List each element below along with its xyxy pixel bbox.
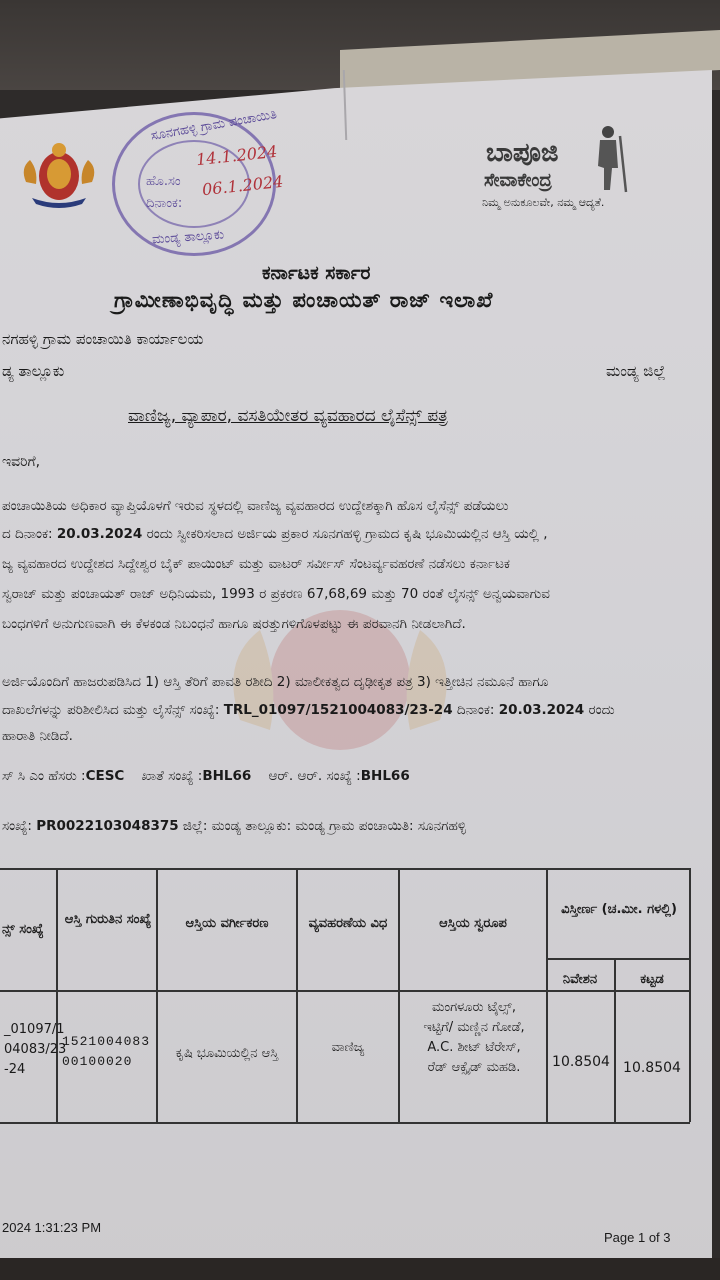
department-title: ಗ್ರಾಮೀಣಾಭಿವೃದ್ಧಿ ಮತ್ತು ಪಂಚಾಯತ್ ರಾಜ್ ಇಲಾಖೆ [114,288,494,312]
bapuji-title: ಬಾಪೂಜಿ [486,138,559,168]
table-col-divider-5 [546,868,548,1122]
table-border-top [0,868,690,870]
th-transaction-type: ವ್ಯವಹರಣೆಯ ವಿಧ [308,916,388,931]
th-license-no: ನ್ಸ್ ಸಂಖ್ಯೆ [2,922,44,937]
stamp-no-value: 14.1.2024 [195,141,279,170]
td-property-id: 1521004083 00100020 [62,1034,151,1069]
government-title: ಕರ್ನಾಟಕ ಸರ್ಕಾರ [262,262,371,284]
th-building: ಕಟ್ಟಡ [640,972,664,987]
th-site: ನಿವೇಶನ [562,972,598,987]
stamp-bottom-text: ಮಂಡ್ಯ ತಾಲ್ಲೂಕು [151,227,225,248]
table-border-bottom [0,1122,690,1124]
background-bottom [0,1258,720,1280]
para2-line2: ದಾಖಲೆಗಳನ್ನು ಪರಿಶೀಲಿಸಿದ ಮತ್ತು ಲೈಸೆನ್ಸ್ ಸಂಖ್ಯೆ: TRL_01097/1521004083/23-24 ದಿನಾಂಕ: 20.03.2024 ರಂದು [2,702,615,718]
td-classification: ಕೃಷಿ ಭೂಮಿಯಲ್ಲಿನ ಆಸ್ತಿ [175,1046,279,1061]
th-area: ವಿಸ್ತೀರ್ಣ (ಚ.ಮೀ. ಗಳಲ್ಲಿ) [561,902,677,917]
karnataka-emblem-icon [16,140,102,210]
para1-line4: ಸ್ವರಾಜ್ ಮತ್ತು ಪಂಚಾಯತ್ ರಾಜ್ ಅಧಿನಿಯಮ, 1993 ರ ಪ್ರಕರಣ 67,68,69 ಮತ್ತು 70 ರಂತೆ ಲೈಸನ್ಸ್ ಅನ್ವಯವಾಗುವ [2,586,550,602]
bapuji-tagline: ನಿಮ್ಮ ಅನುಕೂಲವೇ, ನಮ್ಮ ಆದ್ಯತೆ. [482,196,605,209]
th-classification: ಆಸ್ತಿಯ ವರ್ಗೀಕರಣ [185,916,269,931]
para1-line3: ಜ್ಯ ವ್ಯವಹಾರದ ಉದ್ದೇಶದ ಸಿದ್ದೇಶ್ವರ ಬೈಕ್ ಪಾಯಿಂಟ್ ಮತ್ತು ವಾಟರ್ ಸರ್ವೀಸ್ ಸೆಂಟರ್ವ್ಯವಹರಣೆ ನಡೆಸಲು ಕರ್ನಾಟಕ [2,556,511,572]
td-license-no: _01097/1 04083/23 -24 [4,1022,67,1077]
electricity-line: ಸ್ ಸಿ ಎಂ ಹೆಸರು :CESC ಖಾತೆ ಸಂಖ್ಯೆ :BHL66 ಆರ್. ಆರ್. ಸಂಖ್ಯೆ :BHL66 [2,768,410,784]
table-col-divider-3 [296,868,298,1122]
table-header-divider [0,990,690,992]
print-timestamp: 2024 1:31:23 PM [2,1220,102,1235]
stamp-top-text: ಸೂನಗಹಳ್ಳಿ ಗ್ರಾಮ ಪಂಚಾಯಿತಿ [149,107,278,144]
page-number: Page 1 of 3 [604,1230,671,1245]
td-transaction-type: ವಾಣಿಜ್ಯ [331,1040,365,1055]
para2-line3: ಹಾರಾತಿ ನೀಡಿದೆ. [2,728,73,744]
table-col-divider-2 [156,868,158,1122]
td-site-area: 10.8504 [552,1054,610,1070]
td-property-nature: ಮಂಗಳೂರು ಟೈಲ್ಸ್, ಇಟ್ಟಿಗೆ/ ಮಣ್ಣಿನ ಗೋಡೆ, A.C. ಶೀಟ್ ಟೆರೇಸ್, ರೆಡ್ ಆಕ್ಸೈಡ್ ಮಹಡಿ. [423,1000,525,1075]
table-col-divider-1 [56,868,58,1122]
stamp-no-label: ಹೊ.ಸಂ [146,174,181,189]
document-title: ವಾಣಿಜ್ಯ, ವ್ಯಾಪಾರ, ವಸತಿಯೇತರ ವ್ಯವಹಾರದ ಲೈಸೆನ್ಸ್ ಪತ್ರ [128,406,448,426]
salutation: ಇವರಿಗೆ, [2,454,41,470]
para2-line1: ಅರ್ಜಿಯೊಂದಿಗೆ ಹಾಜರುಪಡಿಸಿದ 1) ಆಸ್ತಿ ತೆರಿಗೆ ಪಾವತಿ ರಶೀದಿ 2) ಮಾಲೀಕತ್ವದ ದೃಢೀಕೃತ ಪತ್ರ 3) ಇತ್ತೀಚಿನ ನಮೂನೆ ಹಾಗೂ [2,674,549,690]
th-property-nature: ಆಸ್ತಿಯ ಸ್ವರೂಪ [439,916,507,931]
stamp-date-value: 06.1.2024 [201,171,285,200]
para1-line2: ದ ದಿನಾಂಕ: 20.03.2024 ರಂದು ಸ್ವೀಕರಿಸಲಾದ ಅರ್ಜಿಯ ಪ್ರಕಾರ ಸೂನಗಹಳ್ಳಿ ಗ್ರಾಮದ ಕೃಷಿ ಭೂಮಿಯಲ್ಲಿನ ಆಸ್ತಿ ಯಲ್ಲಿ , [2,526,548,542]
district-name: ಮಂಡ್ಯ ಜಿಲ್ಲೆ [606,362,666,380]
office-name: ನಗಹಳ್ಳಿ ಗ್ರಾಮ ಪಂಚಾಯಿತಿ ಕಾರ್ಯಾಲಯ [2,330,204,348]
property-line: ಸಂಖ್ಯೆ: PR0022103048375 ಜಿಲ್ಲೆ: ಮಂಡ್ಯ ತಾಲ್ಲೂಕು: ಮಂಡ್ಯ ಗ್ರಾಮ ಪಂಚಾಯಿತಿ: ಸೂನಗಹಳ್ಳಿ [2,818,467,834]
table-col-divider-4 [398,868,400,1122]
taluk-name: ಡ್ಯ ತಾಲ್ಲೂಕು [2,362,65,380]
gandhi-figure-icon [584,122,634,194]
stamp-date-label: ದಿನಾಂಕ: [146,196,183,211]
table-subheader-divider [546,958,690,960]
table-col-divider-7 [689,868,691,1122]
td-building-area: 10.8504 [623,1060,681,1076]
th-property-id: ಆಸ್ತಿ ಗುರುತಿನ ಸಂಖ್ಯೆ [64,912,152,927]
para1-line1: ಪಂಚಾಯಿತಿಯ ಅಧಿಕಾರ ವ್ಯಾಪ್ತಿಯೊಳಗೆ ಇರುವ ಸ್ಥಳದಲ್ಲಿ ವಾಣಿಜ್ಯ ವ್ಯವಹಾರದ ಉದ್ದೇಶಕ್ಕಾಗಿ ಹೊಸ ಲೈಸೆನ್ಸ್ ಪಡೆಯಲು [2,498,509,514]
bapuji-subtitle: ಸೇವಾಕೇಂದ್ರ [484,170,552,191]
para1-line5: ಬಂಧಗಳಿಗೆ ಅನುಗುಣವಾಗಿ ಈ ಕೆಳಕಂಡ ನಿಬಂಧನೆ ಹಾಗೂ ಷರತ್ತುಗಳಿಗೊಳಪಟ್ಟು ಈ ಪರವಾನಗಿ ನೀಡಲಾಗಿದೆ. [2,616,466,632]
